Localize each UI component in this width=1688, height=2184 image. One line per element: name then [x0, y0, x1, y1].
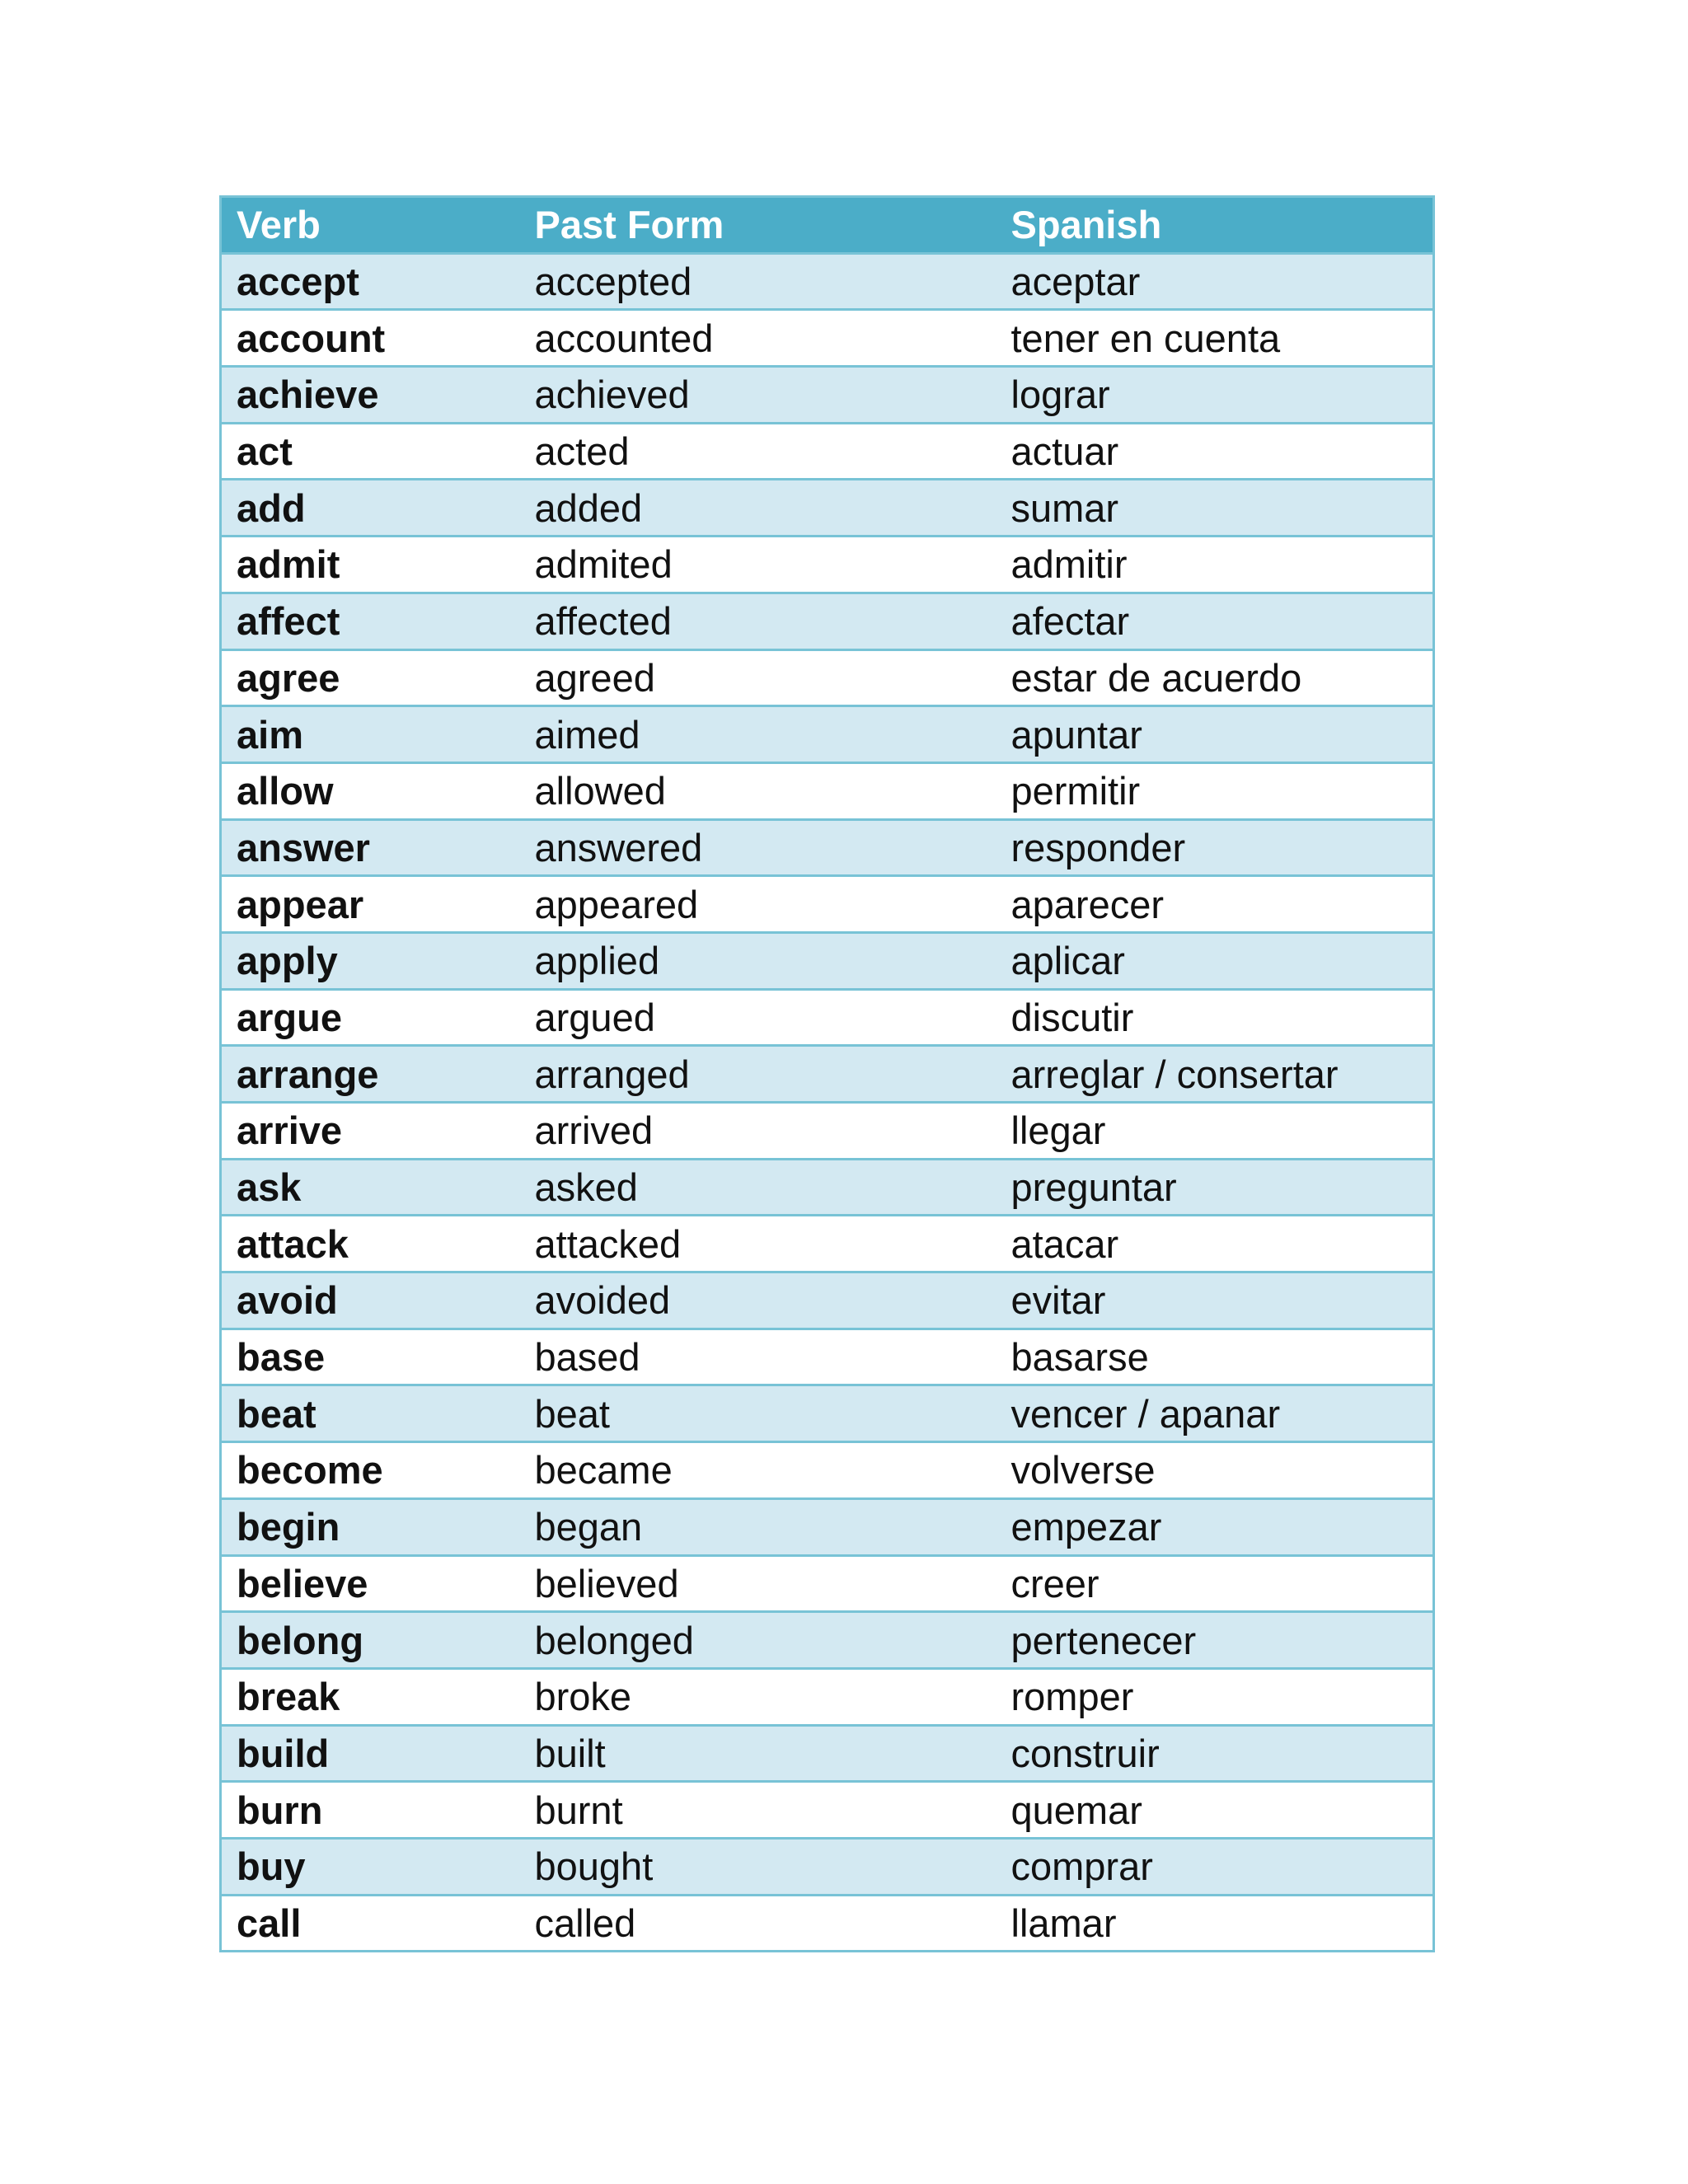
spanish-cell: apuntar [996, 706, 1434, 763]
verb-cell: believe [221, 1555, 520, 1612]
verb-cell: buy [221, 1838, 520, 1895]
verb-cell: accept [221, 253, 520, 310]
table-row [221, 1838, 1434, 1895]
table-row [221, 1612, 1434, 1669]
table-row [221, 1159, 1434, 1216]
table-body [221, 253, 1434, 1952]
past-form-cell: believed [520, 1555, 996, 1612]
verb-cell: agree [221, 649, 520, 706]
spanish-cell: vencer / apanar [996, 1385, 1434, 1442]
table-row [221, 989, 1434, 1046]
table-row [221, 367, 1434, 424]
verb-cell: argue [221, 989, 520, 1046]
table-row [221, 1216, 1434, 1272]
past-form-cell: appeared [520, 876, 996, 933]
spanish-cell: evitar [996, 1272, 1434, 1329]
verb-cell: aim [221, 706, 520, 763]
table-row [221, 537, 1434, 593]
table-row [221, 1329, 1434, 1385]
spanish-cell: actuar [996, 423, 1434, 480]
spanish-cell: aparecer [996, 876, 1434, 933]
table-row [221, 1895, 1434, 1952]
header-past-form: Past Form [520, 197, 996, 254]
verb-cell: ask [221, 1159, 520, 1216]
table-row [221, 1668, 1434, 1725]
table-row [221, 1442, 1434, 1499]
past-form-cell: agreed [520, 649, 996, 706]
table-row [221, 253, 1434, 310]
past-form-cell: arrived [520, 1103, 996, 1160]
table-row [221, 1555, 1434, 1612]
header-row [221, 197, 1434, 254]
verb-cell: avoid [221, 1272, 520, 1329]
verb-cell: attack [221, 1216, 520, 1272]
past-form-cell: attacked [520, 1216, 996, 1272]
past-form-cell: asked [520, 1159, 996, 1216]
past-form-cell: answered [520, 819, 996, 876]
verb-cell: act [221, 423, 520, 480]
past-form-cell: added [520, 480, 996, 537]
verb-cell: break [221, 1668, 520, 1725]
table-header [221, 197, 1434, 254]
past-form-cell: burnt [520, 1782, 996, 1839]
table-row [221, 423, 1434, 480]
verb-cell: allow [221, 762, 520, 819]
past-form-cell: applied [520, 932, 996, 989]
verb-table [219, 195, 1435, 1952]
table-row [221, 1782, 1434, 1839]
spanish-cell: quemar [996, 1782, 1434, 1839]
verb-cell: appear [221, 876, 520, 933]
past-form-cell: began [520, 1498, 996, 1555]
spanish-cell: aplicar [996, 932, 1434, 989]
past-form-cell: allowed [520, 762, 996, 819]
past-form-cell: accounted [520, 310, 996, 367]
table-row [221, 480, 1434, 537]
verb-cell: belong [221, 1612, 520, 1669]
past-form-cell: built [520, 1725, 996, 1782]
verb-cell: arrange [221, 1046, 520, 1103]
verb-cell: begin [221, 1498, 520, 1555]
past-form-cell: achieved [520, 367, 996, 424]
spanish-cell: empezar [996, 1498, 1434, 1555]
verb-cell: achieve [221, 367, 520, 424]
verb-cell: arrive [221, 1103, 520, 1160]
past-form-cell: based [520, 1329, 996, 1385]
verb-cell: affect [221, 593, 520, 649]
past-form-cell: beat [520, 1385, 996, 1442]
past-form-cell: arranged [520, 1046, 996, 1103]
spanish-cell: afectar [996, 593, 1434, 649]
verb-cell: account [221, 310, 520, 367]
past-form-cell: affected [520, 593, 996, 649]
spanish-cell: atacar [996, 1216, 1434, 1272]
verb-cell: admit [221, 537, 520, 593]
table-row [221, 876, 1434, 933]
spanish-cell: pertenecer [996, 1612, 1434, 1669]
spanish-cell: volverse [996, 1442, 1434, 1499]
spanish-cell: tener en cuenta [996, 310, 1434, 367]
table-row [221, 1272, 1434, 1329]
table-row [221, 1046, 1434, 1103]
verb-cell: base [221, 1329, 520, 1385]
spanish-cell: lograr [996, 367, 1434, 424]
spanish-cell: sumar [996, 480, 1434, 537]
spanish-cell: discutir [996, 989, 1434, 1046]
past-form-cell: belonged [520, 1612, 996, 1669]
spanish-cell: arreglar / consertar [996, 1046, 1434, 1103]
table-row [221, 593, 1434, 649]
verb-cell: apply [221, 932, 520, 989]
past-form-cell: accepted [520, 253, 996, 310]
table-row [221, 706, 1434, 763]
past-form-cell: avoided [520, 1272, 996, 1329]
table-row [221, 310, 1434, 367]
past-form-cell: broke [520, 1668, 996, 1725]
table-row [221, 1498, 1434, 1555]
table-row [221, 1385, 1434, 1442]
spanish-cell: aceptar [996, 253, 1434, 310]
past-form-cell: argued [520, 989, 996, 1046]
spanish-cell: romper [996, 1668, 1434, 1725]
spanish-cell: permitir [996, 762, 1434, 819]
past-form-cell: acted [520, 423, 996, 480]
spanish-cell: comprar [996, 1838, 1434, 1895]
past-form-cell: called [520, 1895, 996, 1952]
past-form-cell: aimed [520, 706, 996, 763]
verb-cell: become [221, 1442, 520, 1499]
table-row [221, 932, 1434, 989]
spanish-cell: llamar [996, 1895, 1434, 1952]
verb-cell: answer [221, 819, 520, 876]
table-row [221, 649, 1434, 706]
spanish-cell: responder [996, 819, 1434, 876]
spanish-cell: preguntar [996, 1159, 1434, 1216]
header-spanish: Spanish [996, 197, 1434, 254]
past-form-cell: bought [520, 1838, 996, 1895]
past-form-cell: admited [520, 537, 996, 593]
table-row [221, 819, 1434, 876]
spanish-cell: basarse [996, 1329, 1434, 1385]
table-row [221, 762, 1434, 819]
spanish-cell: estar de acuerdo [996, 649, 1434, 706]
table-row [221, 1103, 1434, 1160]
past-form-cell: became [520, 1442, 996, 1499]
spanish-cell: llegar [996, 1103, 1434, 1160]
spanish-cell: creer [996, 1555, 1434, 1612]
verb-cell: call [221, 1895, 520, 1952]
spanish-cell: construir [996, 1725, 1434, 1782]
verb-cell: add [221, 480, 520, 537]
verb-cell: burn [221, 1782, 520, 1839]
table-row [221, 1725, 1434, 1782]
spanish-cell: admitir [996, 537, 1434, 593]
verb-cell: beat [221, 1385, 520, 1442]
header-verb: Verb [221, 197, 520, 254]
verb-cell: build [221, 1725, 520, 1782]
